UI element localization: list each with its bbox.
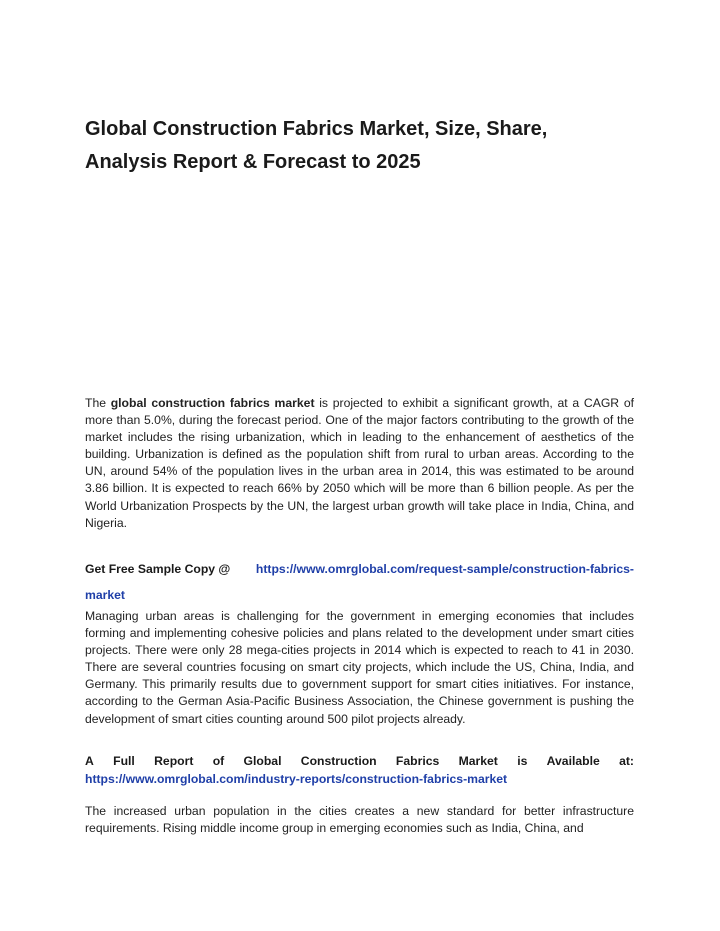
intro-bold-term: global construction fabrics market	[110, 396, 315, 410]
title-line-2: Analysis Report & Forecast to 2025	[85, 151, 421, 173]
report-word: Full	[113, 754, 135, 768]
sample-link-part1: https://www.omrglobal.com/request-sample/construction-fabrics-	[255, 562, 634, 576]
full-report-line	[85, 752, 634, 788]
sample-link-part2: market	[85, 588, 125, 602]
report-label	[85, 752, 634, 770]
intro-lead: The	[85, 396, 111, 410]
report-word: Available	[546, 754, 600, 768]
report-word: Global	[243, 754, 282, 768]
sample-label: Get Free Sample Copy @	[85, 562, 231, 576]
title-line-1: Global Construction Fabrics Market, Size, Share,	[85, 118, 548, 140]
urban-paragraph: Managing urban areas is challenging for the government in emerging economies that includes forming and implementing cohesive policies and plans related to the development under smart cities projects. There were only 28 mega-cities projects in 2014 which is expected to reach to 41 in 2030. There are several countries focusing on smart city projects, which include the US, China, India, and Germany. This primarily results due to government support for smart cities initiatives. For instance, according to the German Asia-Pacific Business Association, the Chinese government is pushing the development of smart cities counting around 500 pilot projects already.	[85, 609, 634, 726]
page-title	[85, 113, 645, 179]
report-word: A	[85, 754, 94, 768]
report-word: Report	[154, 754, 194, 768]
sample-link[interactable]	[256, 556, 634, 582]
report-word: of	[212, 754, 225, 768]
report-word: at:	[619, 754, 634, 768]
intro-paragraph	[85, 395, 634, 532]
report-word: Construction	[300, 754, 377, 768]
sample-link-continued[interactable]	[85, 588, 125, 602]
infrastructure-paragraph: The increased urban population in the cities creates a new standard for better infrastructure requirements. Rising middle income group in emerging economies such as India, China, and	[85, 804, 634, 836]
sample-copy-line	[85, 556, 634, 608]
report-word: Market	[458, 754, 498, 768]
report-word: Fabrics	[395, 754, 440, 768]
report-word: is	[517, 754, 528, 768]
report-link[interactable]: https://www.omrglobal.com/industry-reports/construction-fabrics-market	[85, 772, 508, 786]
intro-body: is projected to exhibit a significant growth, at a CAGR of more than 5.0%, during the forecast period. One of the major factors contributing to the growth of the market includes the rising urbanization, which in leading to the enhancement of aesthetics of the building. Urbanization is defined as the population shift from rural to urban areas. According to the UN, around 54% of the population lives in the urban area in 2014, this was estimated to be around 3.86 billion. It is expected to reach 66% by 2050 which will be more than 6 billion people. As per the World Urbanization Prospects by the UN, the largest urban growth will take place in India, China, and Nigeria.	[85, 396, 634, 530]
